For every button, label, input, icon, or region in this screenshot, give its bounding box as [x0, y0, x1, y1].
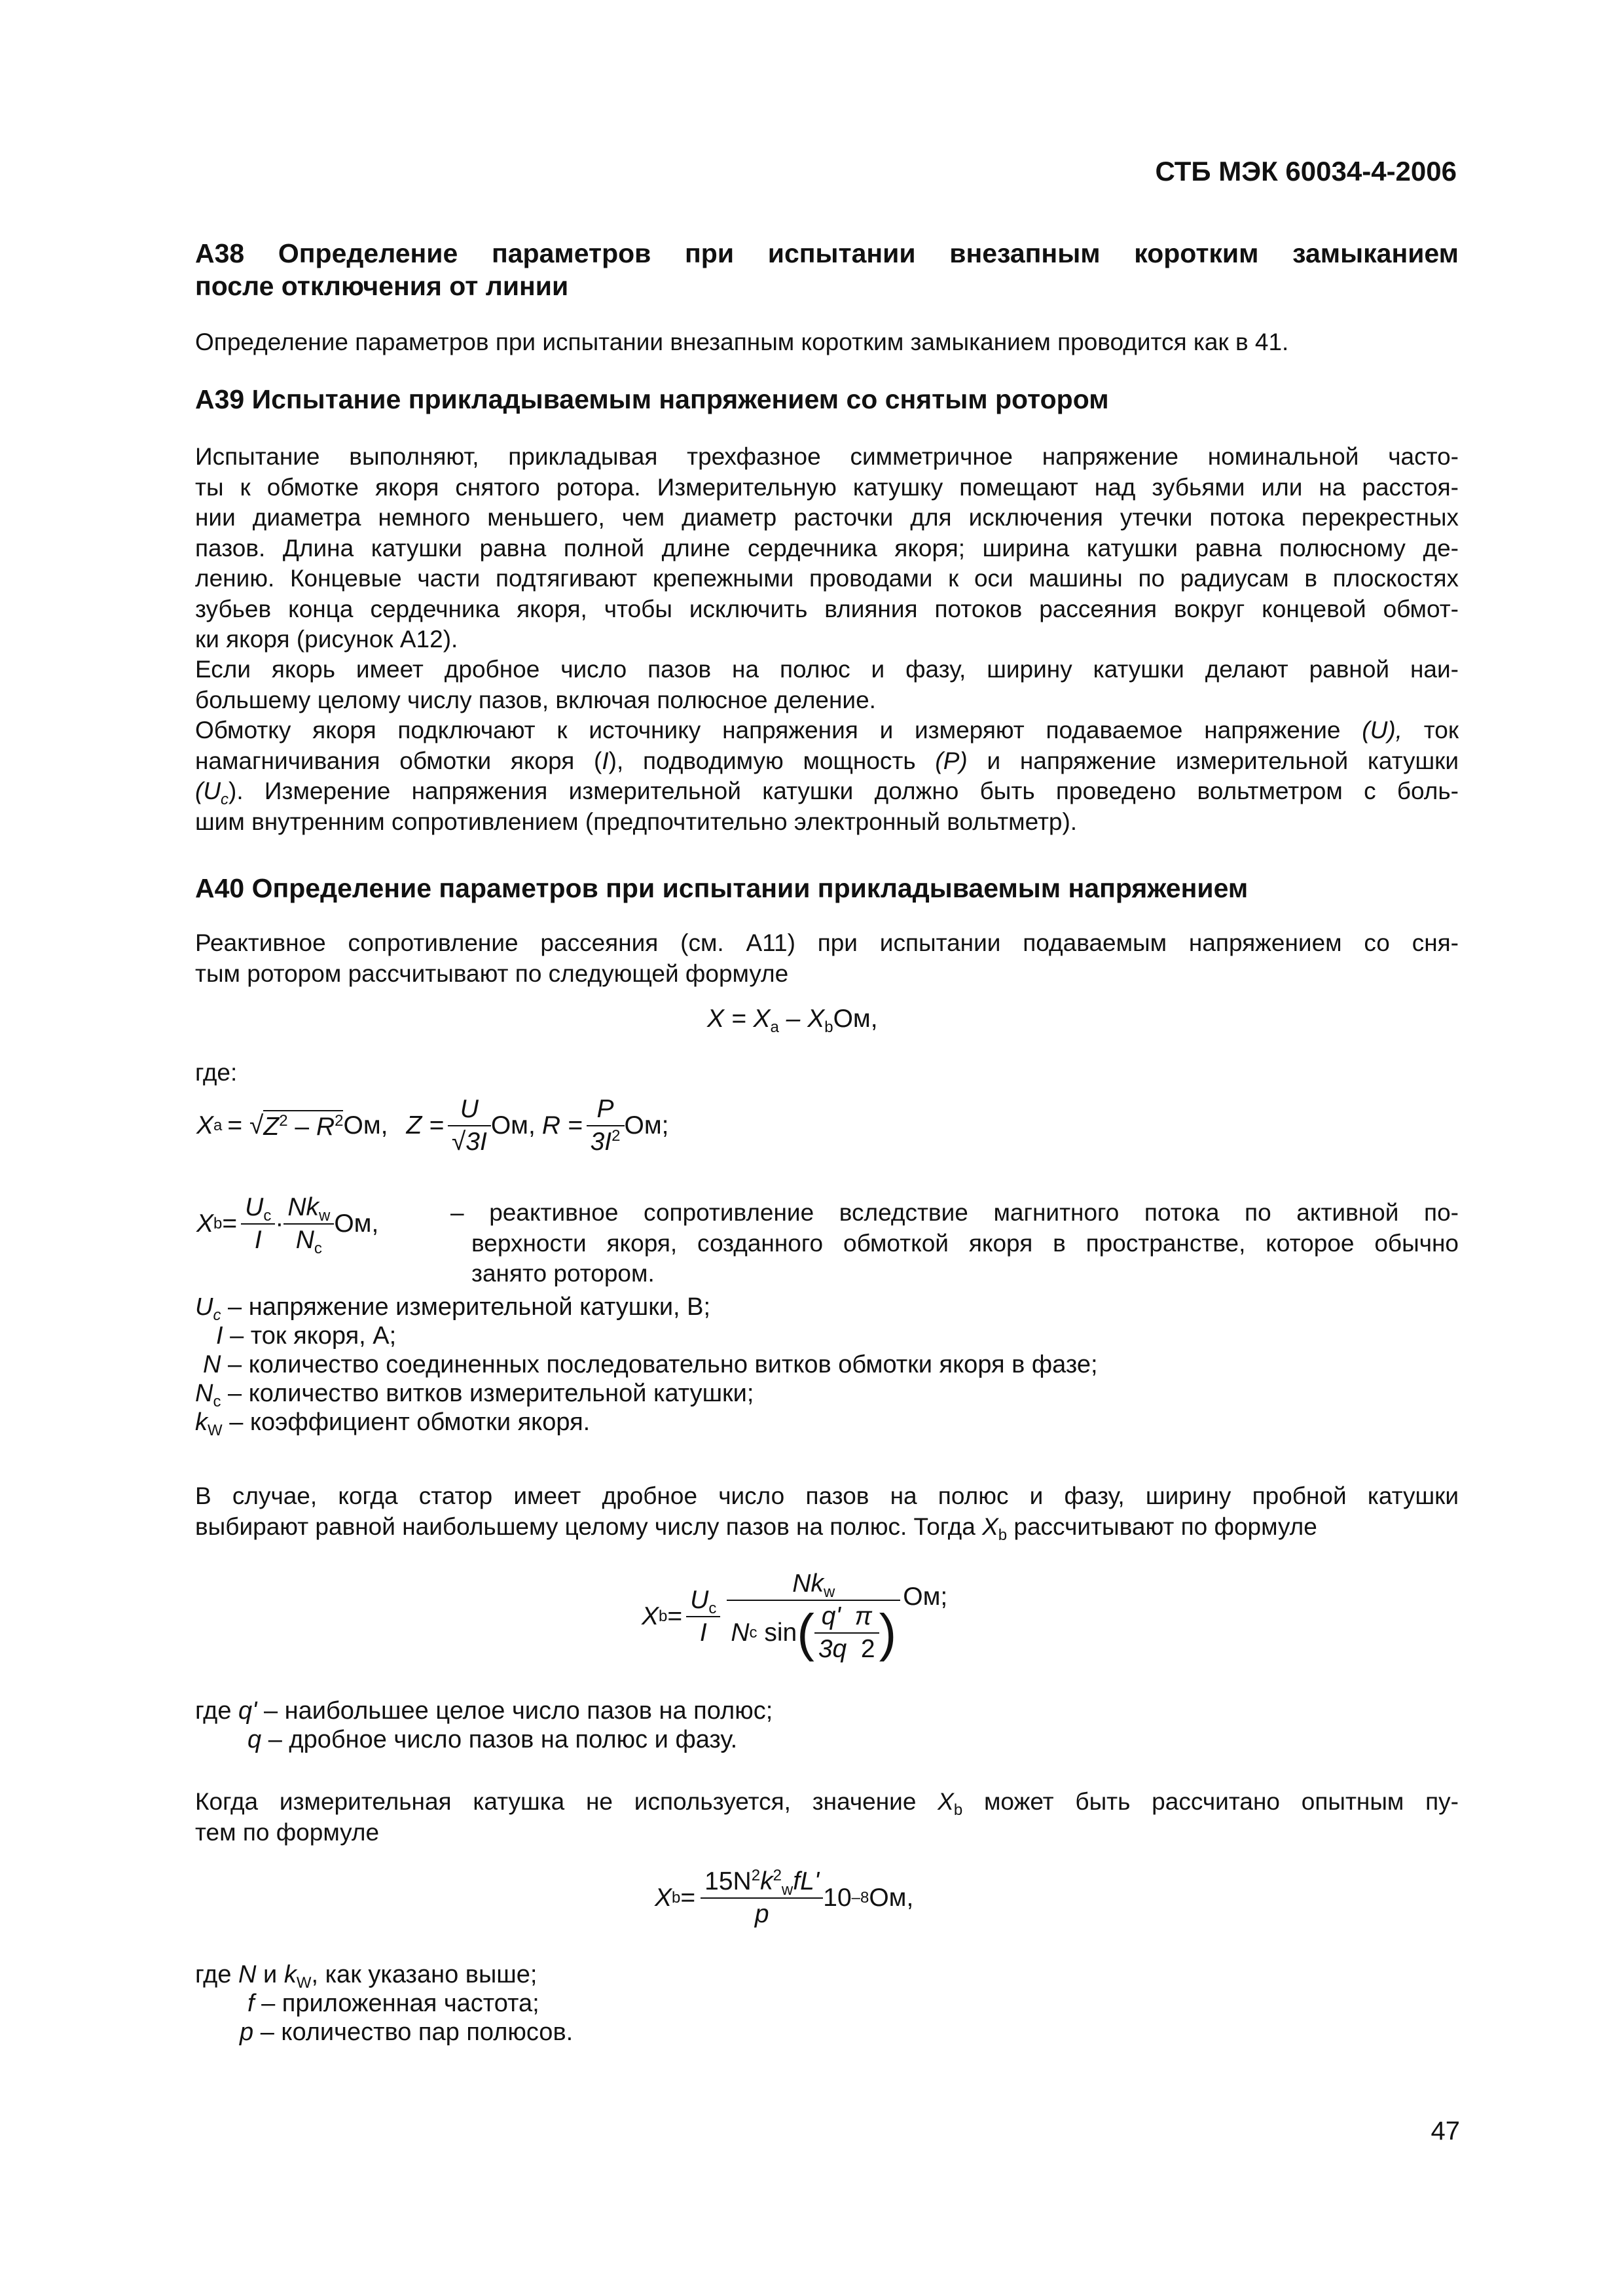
document-header: СТБ МЭК 60034-4-2006 — [1155, 156, 1457, 187]
no-coil-line-1: Когда измерительная катушка не используется, значение $X_b$ может быть рассчитано опытным пу- — [195, 1788, 1459, 1819]
a39-p3-line2: намагничивания обмотки якоря (I), подводимую мощность (P) и напряжение измерительной катушки — [195, 747, 1459, 774]
case-line-2: выбирают равной наибольшему целому числу пазов на полюс. Тогда $X_b$ рассчитывают по формуле — [195, 1513, 1317, 1544]
a39-p1-line: Испытание выполняют, прикладывая трехфазное симметричное напряжение номинальной часто- — [195, 443, 1459, 470]
a39-p3-line1: Обмотку якоря подключают к источнику напряжения и измеряют подаваемое напряжение (U), ток — [195, 717, 1459, 744]
a39-paragraph-1 — [195, 442, 1459, 655]
section-a38-title — [195, 237, 1459, 302]
a38-text — [195, 327, 1459, 358]
symbol-definitions — [195, 1293, 1098, 1437]
a40-intro — [195, 928, 1459, 989]
xb-desc-line: верхности якоря, созданного обмоткой якоря в пространстве, которое обычно — [471, 1229, 1459, 1257]
q-definitions — [195, 1696, 773, 1754]
equation-xb-measured: X b = $\frac{U_c}{I}$ · $\frac{Nk_w}{N_c}$ Ом, — [196, 1193, 379, 1257]
a39-p1-line: нии диаметра немного меньшего, чем диаметр расточки для исключения утечки потока перекрестных — [195, 504, 1459, 531]
fractional-slot-paragraph — [195, 1481, 1459, 1542]
def-nc: $N_c$ – количество витков измерительной катушки; — [195, 1380, 754, 1410]
where-label: где: — [195, 1059, 238, 1086]
def-n: N – количество соединенных последовательно витков обмотки якоря в фазе; — [203, 1351, 1098, 1378]
def-uc: $U_c$ – напряжение измерительной катушки, В; — [195, 1293, 711, 1324]
a39-p1-line: лению. Концевые части подтягивают крепежными проводами к оси машины по радиусам в плоскостях — [195, 565, 1459, 592]
xb-description — [450, 1198, 1459, 1289]
def-q-prime: где q' – наибольшее целое число пазов на полюс; — [195, 1697, 773, 1725]
no-coil-line-2: тем по формуле — [195, 1818, 380, 1846]
equation-x: $X = X_a - X_bОм$, — [707, 1005, 878, 1036]
xb-desc-line: занято ротором. — [471, 1260, 655, 1287]
def-i: I – ток якоря, А; — [216, 1322, 397, 1350]
def-kw: $k_W$ – коэффициент обмотки якоря. — [195, 1408, 591, 1439]
section-a40-title: А40 Определение параметров при испытании прикладываемым напряжением — [195, 873, 1249, 903]
final-definitions — [195, 1960, 573, 2047]
a39-paragraph-2 — [195, 655, 1459, 715]
a39-p3-line4: шим внутренним сопротивлением (предпочтительно электронный вольтметр). — [195, 808, 1078, 835]
a39-p1-line: зубьев конца сердечника якоря, чтобы исключить влияния потоков рассеяния вокруг концевой обмот- — [195, 595, 1459, 622]
no-coil-paragraph — [195, 1787, 1459, 1848]
a39-p2-line: большему целому числу пазов, включая полюсное деление. — [195, 686, 876, 713]
a40-intro-line: тым ротором рассчитывают по следующей формуле — [195, 960, 789, 987]
a39-p2-line: Если якорь имеет дробное число пазов на полюс и фазу, ширину катушки делают равной наи- — [195, 656, 1459, 683]
a39-paragraph-3 — [195, 715, 1459, 837]
a39-p1-line: ки якоря (рисунок А12). — [195, 626, 458, 653]
equation-xb-experimental: X b = $\frac{15N^2k^2_wfL'}{p}$ 10 –8 Ом, — [655, 1867, 914, 1928]
equation-xa-z-r: X a = √ $Z^2 - R^2$ Ом, Z = $\frac{U}{√3I}$ Ом, R = $\frac{P}{3I^2}$ Ом; — [196, 1095, 669, 1156]
xb-desc-line: – реактивное сопротивление вследствие магнитного потока по активной по- — [450, 1199, 1459, 1226]
case-line: В случае, когда статор имеет дробное число пазов на полюс и фазу, ширину пробной катушки — [195, 1482, 1459, 1509]
a39-p3-line3: $(U_c)$. Измерение напряжения измерительной катушки должно быть проведено вольтметром с боль- — [195, 778, 1459, 808]
def-n-kw: где N и $k_W$, как указано выше; — [195, 1961, 538, 1992]
a38-text-line: Определение параметров при испытании внезапным коротким замыканием проводится как в 41. — [195, 329, 1289, 355]
a39-p1-line: пазов. Длина катушки равна полной длине сердечника якоря; ширина катушки равна полюсному де- — [195, 534, 1459, 562]
def-p: p – количество пар полюсов. — [240, 2018, 574, 2046]
page-number: 47 — [1431, 2117, 1460, 2145]
a40-intro-line: Реактивное сопротивление рассеяния (см. А11) при испытании подаваемым напряжением со сня- — [195, 929, 1459, 956]
equation-xb-fractional: X b = $\frac{U_c}{I}$ $Nk_w$ N c sin ( $\frac{q' \pi}{3q 2}$ ) Ом; — [642, 1570, 948, 1663]
a39-p1-line: ты к обмотке якоря снятого ротора. Измерительную катушку помещают над зубьями или на расстоя- — [195, 473, 1459, 501]
section-a39-title: А39 Испытание прикладываемым напряжением со снятым ротором — [195, 384, 1109, 414]
a38-title-line1: А38 Определение параметров при испытании внезапным коротким замыканием — [195, 238, 1459, 268]
a38-title-line2: после отключения от линии — [195, 271, 569, 301]
def-q: q – дробное число пазов на полюс и фазу. — [247, 1726, 738, 1753]
def-f: f – приложенная частота; — [247, 1990, 539, 2017]
